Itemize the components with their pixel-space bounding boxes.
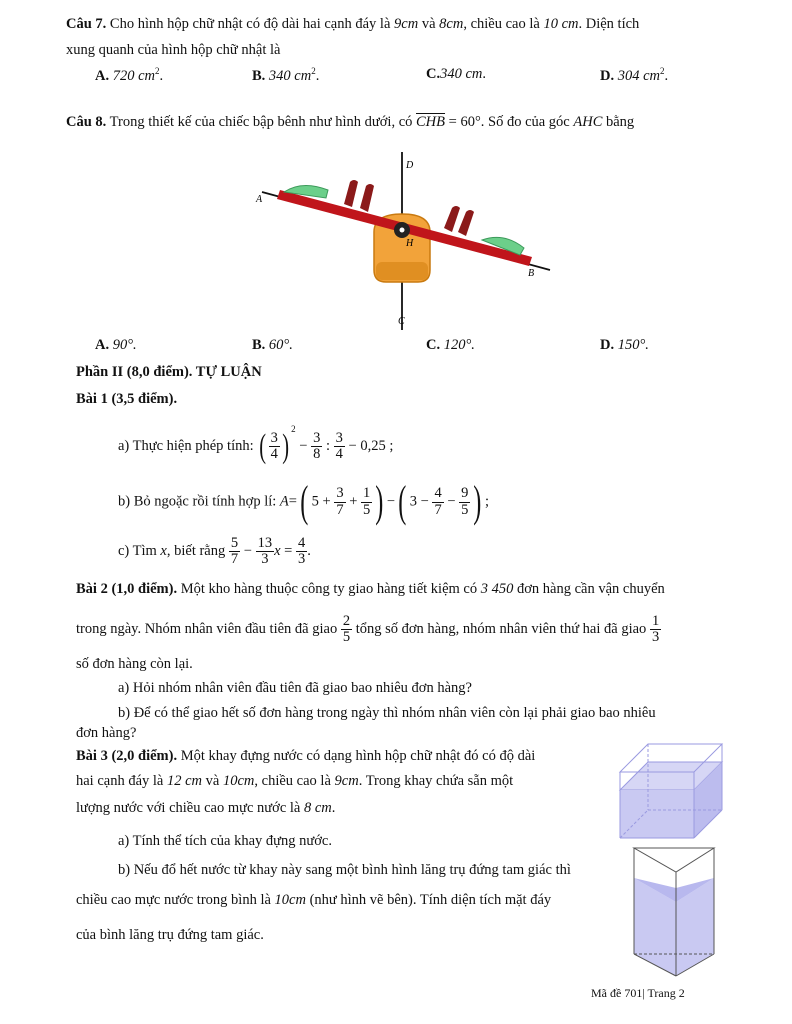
bai2-line2: trong ngày. Nhóm nhân viên đầu tiên đã giao $\frac{2}{5}$ tổng số đơn hàng, nhóm nhân viên thứ hai đã giao $\frac{1}{3}$ [76,613,660,646]
bai3-line1: Bài 3 (2,0 điểm). Một khay đựng nước có dạng hình hộp chữ nhật đó có độ dài [76,748,536,764]
q7-option-d[interactable]: D. 304 $cm^2$. [600,66,669,84]
water-tray-figure [616,742,726,842]
q8-option-b[interactable]: B. 60°. [252,337,293,353]
q7-line1: Câu 7. Cho hình hộp chữ nhật có độ dài hai cạnh đáy là 9cm và 8cm, chiều cao là 10 cm. Diện tích [66,16,640,32]
bai2-a: a) Hỏi nhóm nhân viên đầu tiên đã giao bao nhiêu đơn hàng? [118,680,472,696]
prism-top [634,848,714,872]
q7-line2: xung quanh của hình hộp chữ nhật là [66,42,281,58]
bai3-line2: hai cạnh đáy là 12 cm và 10cm, chiều cao là 9cm. Trong khay chứa sẵn một [76,773,514,789]
q7-option-a[interactable]: A. 720 $cm^2$. [95,66,164,84]
handle-left-2 [360,184,374,212]
handle-right-1 [458,210,474,236]
bai3-a: a) Tính thể tích của khay đựng nước. [118,833,332,849]
seesaw-base-foot [376,262,428,280]
q8-option-c[interactable]: C. 120°. [426,337,475,353]
bai3-title: Bài 3 (2,0 điểm). [76,748,178,764]
bai2-title: Bài 2 (1,0 điểm). [76,581,178,597]
bai1-b: b) Bỏ ngoặc rồi tính hợp lí: A=( 5 + $\frac{3}{7}$ + $\frac{1}{5}$ ) −( 3 − $\frac{4}{7}$ − $\frac{9}{5}$ ) ; [118,477,490,526]
q7-label: Câu 7. [66,16,107,32]
q8-option-a[interactable]: A. 90°. [95,337,137,353]
handle-left-1 [344,180,358,207]
label-c: C [398,316,405,327]
part2-title: Phần II (8,0 điểm). TỰ LUẬN [76,364,262,380]
bai1-a: a) Thực hiện phép tính: ( $\frac{3}{4}$ ) $^2$ − $\frac{3}{8}$ : $\frac{3}{4}$ − 0,25 ; [118,424,394,465]
water-front [620,790,694,838]
bai1-title: Bài 1 (3,5 điểm). [76,391,178,407]
handle-right-2 [444,206,460,232]
label-h: H [406,238,414,249]
label-d: D [406,160,414,171]
bai3-b1: b) Nếu đổ hết nước từ khay này sang một bình hình lăng trụ đứng tam giác thì [118,862,571,878]
q8-label: Câu 8. [66,114,107,130]
bai3-line3: lượng nước với chiều cao mực nước là 8 cm. [76,800,336,816]
q7-option-b[interactable]: B. 340 $cm^2$. [252,66,320,84]
pivot-center [400,228,405,233]
seesaw-figure [232,152,562,334]
q8-line1: Câu 8. Trong thiết kế của chiếc bập bênh như hình dưới, có $\overline{CHB} = 60^\circ$. Số đo của góc AHC bằng [66,114,635,130]
prism-figure [630,846,720,978]
bai2-b1: b) Để có thể giao hết số đơn hàng trong ngày thì nhóm nhân viên còn lại phải giao bao nhiêu [118,705,656,721]
bai3-b2: chiều cao mực nước trong bình là 10cm (như hình vẽ bên). Tính diện tích mặt đáy [76,892,552,908]
label-a: A [256,194,263,205]
q8-option-d[interactable]: D. 150°. [600,337,649,353]
label-b: B [528,268,535,279]
page-footer: Mã đề 701| Trang 2 [591,986,685,1000]
q7-option-c[interactable]: C.340 cm. [426,66,487,82]
bai2-b2: đơn hàng? [76,725,137,741]
bai3-b3: của bình lăng trụ đứng tam giác. [76,927,264,943]
bai2-line3: số đơn hàng còn lại. [76,656,193,672]
bai2-line1: Bài 2 (1,0 điểm). Một kho hàng thuộc công ty giao hàng tiết kiệm có 3 450 đơn hàng cần vận chuyển [76,581,665,597]
bai1-c: c) Tìm x, biết rằng $\frac{5}{7}$ − $\frac{13}{3}$ x = $\frac{4}{3}$ . [118,535,311,568]
angle-chb: $\overline{CHB}$ [416,114,446,130]
